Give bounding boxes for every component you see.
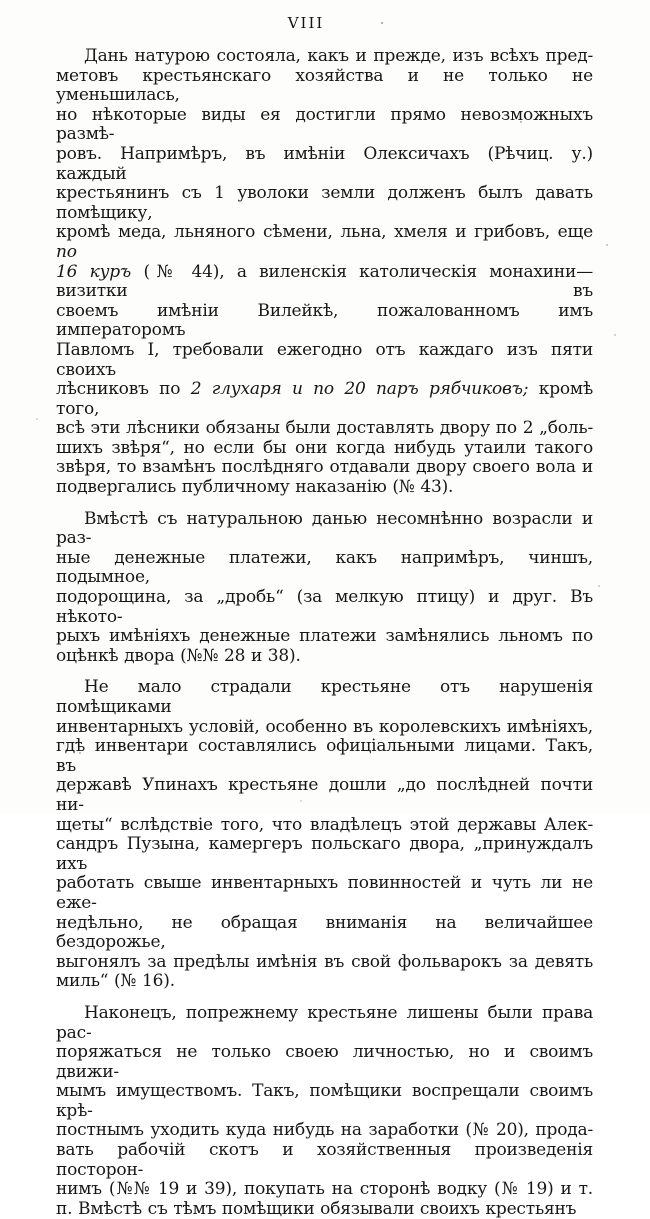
text-line (56, 647, 593, 667)
text-line (56, 874, 593, 913)
text-segment: Наконецъ, попрежнему крестьяне лишены были права рас- (56, 1002, 593, 1043)
text-segment: сандръ Пузына, камергеръ польскаго двора, „принуждалъ ихъ (56, 834, 593, 874)
text-segment: шихъ звѣря“, но если бы они когда нибудь утаили такого (56, 437, 593, 458)
text-segment: недѣльно, не обращая вниманія на величайшее бездорожье, (56, 912, 593, 953)
text-segment: звѣря, то взамѣнъ послѣдняго отдавали двору своего вола и (56, 457, 593, 478)
text-line (56, 419, 593, 439)
page-text (56, 47, 593, 1219)
text-segment: вать рабочій скотъ и хозяйственныя произведенія посторон- (56, 1140, 593, 1180)
text-line (56, 1121, 593, 1141)
text-segment: щеты“ вслѣдствіе того, что владѣлецъ этой державы Алек- (56, 814, 593, 835)
text-segment: кромѣ меда, льняного сѣмени, льна, хмеля и грибовъ, еще (56, 222, 593, 243)
text-segment: п. Вмѣстѣ съ тѣмъ помѣщики обязывали своихъ крестьянъ (56, 1198, 577, 1219)
text-segment: рыхъ имѣніяхъ денежные платежи замѣнялись льномъ по (56, 626, 593, 647)
paragraph (56, 510, 593, 667)
text-segment: ровъ. Напримѣръ, въ имѣніи Олексичахъ (Рѣчиц. у.) каждый (56, 143, 593, 184)
text-line (56, 47, 593, 67)
text-segment: оцѣнкѣ двора (№№ 28 и 38). (56, 645, 301, 666)
text-segment: державѣ Упинахъ крестьяне дошли „до послѣдней почти ни- (56, 775, 593, 815)
text-segment: выгонялъ за предѣлы имѣнія въ свой фольварокъ за девять (56, 951, 593, 972)
text-segment: нимъ (№№ 19 и 39), покупать на сторонѣ водку (№ 19) и т. (56, 1179, 593, 1200)
text-line (56, 458, 593, 478)
text-line (56, 1082, 593, 1121)
text-line (56, 67, 593, 106)
text-segment: миль“ (№ 16). (56, 971, 175, 992)
scan-speck (0, 0, 2, 2)
text-segment: мымъ имуществомъ. Такъ, помѣщики воспрещали своимъ крѣ- (56, 1081, 593, 1121)
text-line (56, 588, 593, 627)
text-line (56, 106, 593, 145)
text-line (56, 380, 593, 419)
text-segment: подвергались публичному наказанію (№ 43). (56, 477, 454, 498)
text-line (56, 953, 593, 973)
text-line (56, 478, 593, 498)
text-segment: метовъ крестьянскаго хозяйства и не только не уменьшилась, (56, 65, 593, 106)
text-segment: (№ 44), а виленскія католическія монахини—визитки въ (56, 261, 593, 302)
text-segment: Не мало страдали крестьяне отъ нарушенія помѣщиками (56, 677, 593, 717)
text-line (56, 1180, 593, 1200)
text-segment: лѣсниковъ по (56, 379, 191, 400)
text-line (56, 439, 593, 459)
text-segment: кромѣ того, (56, 379, 593, 419)
text-line (56, 302, 593, 341)
text-segment: крестьянинъ съ 1 уволоки земли долженъ былъ давать помѣщику, (56, 183, 593, 223)
page-number: VIII (287, 14, 325, 32)
text-line (56, 223, 593, 262)
paragraph (56, 47, 593, 498)
text-segment: постнымъ уходить куда нибудь на заработки (№ 20), прода- (56, 1120, 593, 1141)
text-segment: подорощина, за „дробь“ (за мелкую птицу) и друг. Въ нѣкото- (56, 587, 593, 627)
text-segment: всѣ эти лѣсники обязаны были доставлять двору по 2 „боль- (56, 418, 593, 439)
text-segment: работать свыше инвентарныхъ повинностей и чуть ли не еже- (56, 873, 593, 913)
text-line (56, 184, 593, 223)
text-segment: Дань натурою состояла, какъ и прежде, изъ всѣхъ пред- (84, 46, 593, 66)
paragraph (56, 1004, 593, 1219)
text-segment: Павломъ I, требовали ежегодно отъ каждаго изъ пяти своихъ (56, 339, 593, 380)
text-line (56, 341, 593, 380)
italic-text: 16 куръ (56, 261, 132, 282)
text-line (56, 737, 593, 776)
text-line (56, 1141, 593, 1180)
text-line (56, 835, 593, 874)
text-line (56, 1043, 593, 1082)
text-line (56, 914, 593, 953)
text-segment: Вмѣстѣ съ натуральною данью несомнѣнно возрасли и раз- (56, 508, 593, 549)
text-line (56, 776, 593, 815)
text-line (56, 549, 593, 588)
text-segment: инвентарныхъ условій, особенно въ королевскихъ имѣніяхъ, (56, 716, 593, 737)
text-line (56, 1004, 593, 1043)
text-line (56, 263, 593, 302)
text-segment: своемъ имѣніи Вилейкѣ, пожалованномъ имъ императоромъ (56, 300, 593, 341)
text-line (56, 145, 593, 184)
text-segment: ные денежные платежи, какъ напримѣръ, чиншъ, подымное, (56, 547, 593, 588)
text-line (56, 718, 593, 738)
text-line (56, 510, 593, 549)
text-segment: но нѣкоторые виды ея достигли прямо невозможныхъ размѣ- (56, 104, 593, 145)
text-segment: гдѣ инвентари составлялись офиціальными лицами. Такъ, въ (56, 736, 593, 776)
paragraph (56, 678, 593, 992)
text-line (56, 627, 593, 647)
italic-text: 2 глухаря и по 20 паръ рябчиковъ; (190, 379, 529, 400)
text-segment: поряжаться не только своею личностью, но и своимъ движи- (56, 1042, 593, 1082)
text-line (56, 972, 593, 992)
italic-text: по (56, 241, 77, 262)
text-line (56, 1200, 593, 1219)
text-line (56, 678, 593, 717)
text-line (56, 816, 593, 836)
